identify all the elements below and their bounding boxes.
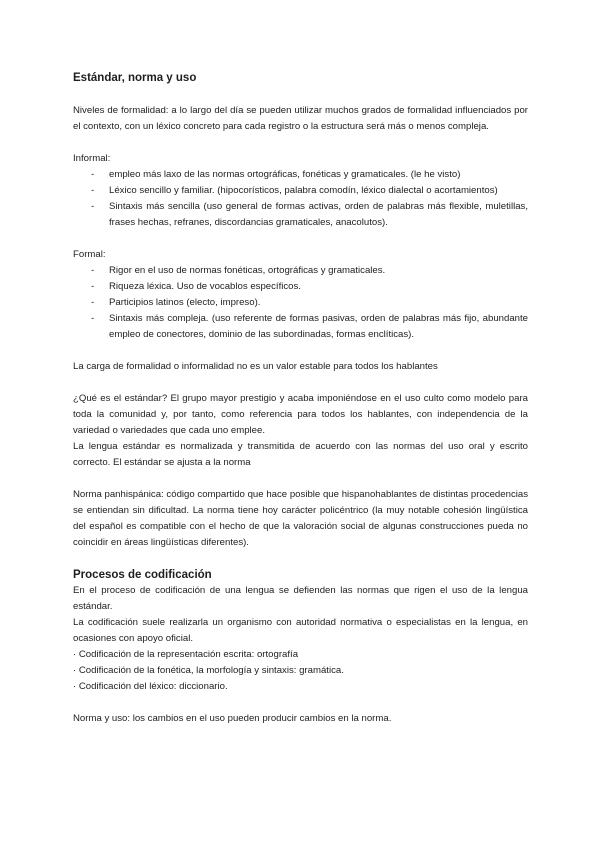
document-page <box>73 70 528 727</box>
formal-label: Formal: <box>73 249 106 260</box>
dash-marker: - <box>91 169 95 180</box>
dash-marker: - <box>91 265 95 276</box>
list-item: - Participios latinos (electo, impreso). <box>73 295 528 311</box>
list-item: - Riqueza léxica. Uso de vocablos específicos. <box>73 279 528 295</box>
norma-panhispanica-paragraph: Norma panhispánica: código compartido que hace posible que hispanohablantes de distintas procedencias se entiendan sin dificultad. La norma tiene hoy carácter policéntrico (la muy notable cohesión lingüística del español es compatible con el hecho de que la valoración social de algunas construcciones pueda no coincidir en áreas lingüísticas diferentes). <box>73 489 528 548</box>
dash-marker: - <box>91 313 95 324</box>
estandar-question-paragraph: ¿Qué es el estándar? El grupo mayor prestigio y acaba imponiéndose en el uso culto como modelo para toda la comunidad y, por tanto, como referencia para todos los hablantes, con independencia de la variedad o variedades que cada uno emplee. <box>73 393 528 436</box>
dash-marker: - <box>91 297 95 308</box>
carga-paragraph: La carga de formalidad o informalidad no es un valor estable para todos los hablantes <box>73 361 438 372</box>
list-item: - Rigor en el uso de normas fonéticas, ortográficas y gramaticales. <box>73 263 528 279</box>
dash-marker: - <box>91 281 95 292</box>
section-title-codificacion: Procesos de codificación <box>73 569 212 581</box>
closing-paragraph: Norma y uso: los cambios en el uso pueden producir cambios en la norma. <box>73 713 392 724</box>
list-item: - empleo más laxo de las normas ortográficas, fonéticas y gramaticales. (le he visto) <box>73 167 528 183</box>
codificacion-paragraph-1: En el proceso de codificación de una lengua se defienden las normas que rigen el uso de la lengua estándar. <box>73 585 528 612</box>
formal-list <box>73 263 528 343</box>
dash-marker: - <box>91 201 95 212</box>
informal-list <box>73 167 528 231</box>
estandar-definition-paragraph: La lengua estándar es normalizada y transmitida de acuerdo con las normas del uso oral y escrito correcto. El estándar se ajusta a la norma <box>73 441 528 468</box>
codificacion-paragraph-2: La codificación suele realizarla un organismo con autoridad normativa o especialistas en la lengua, en ocasiones con apoyo oficial. <box>73 617 528 644</box>
section-title-estandar: Estándar, norma y uso <box>73 72 197 84</box>
list-item: - Sintaxis más sencilla (uso general de formas activas, orden de palabras más flexible, muletillas, frases hechas, refranes, discordancias gramaticales, anacolutos). <box>91 201 528 228</box>
informal-label: Informal: <box>73 153 111 164</box>
codificacion-item: · Codificación de la representación escrita: ortografía <box>73 649 299 660</box>
list-item: - Sintaxis más compleja. (uso referente de formas pasivas, orden de palabras más fijo, abundante empleo de conectores, dominio de las subordinadas, formas enclíticas). <box>91 313 528 340</box>
codificacion-item: · Codificación de la fonética, la morfología y sintaxis: gramática. <box>73 665 344 676</box>
intro-paragraph: Niveles de formalidad: a lo largo del día se pueden utilizar muchos grados de formalidad influenciados por el contexto, con un léxico concreto para cada registro o la estructura será más o menos compleja. <box>73 105 528 132</box>
dash-marker: - <box>91 185 95 196</box>
list-item: - Léxico sencillo y familiar. (hipocorísticos, palabra comodín, léxico dialectal o acortamientos) <box>73 183 528 199</box>
codificacion-item: · Codificación del léxico: diccionario. <box>73 681 228 692</box>
